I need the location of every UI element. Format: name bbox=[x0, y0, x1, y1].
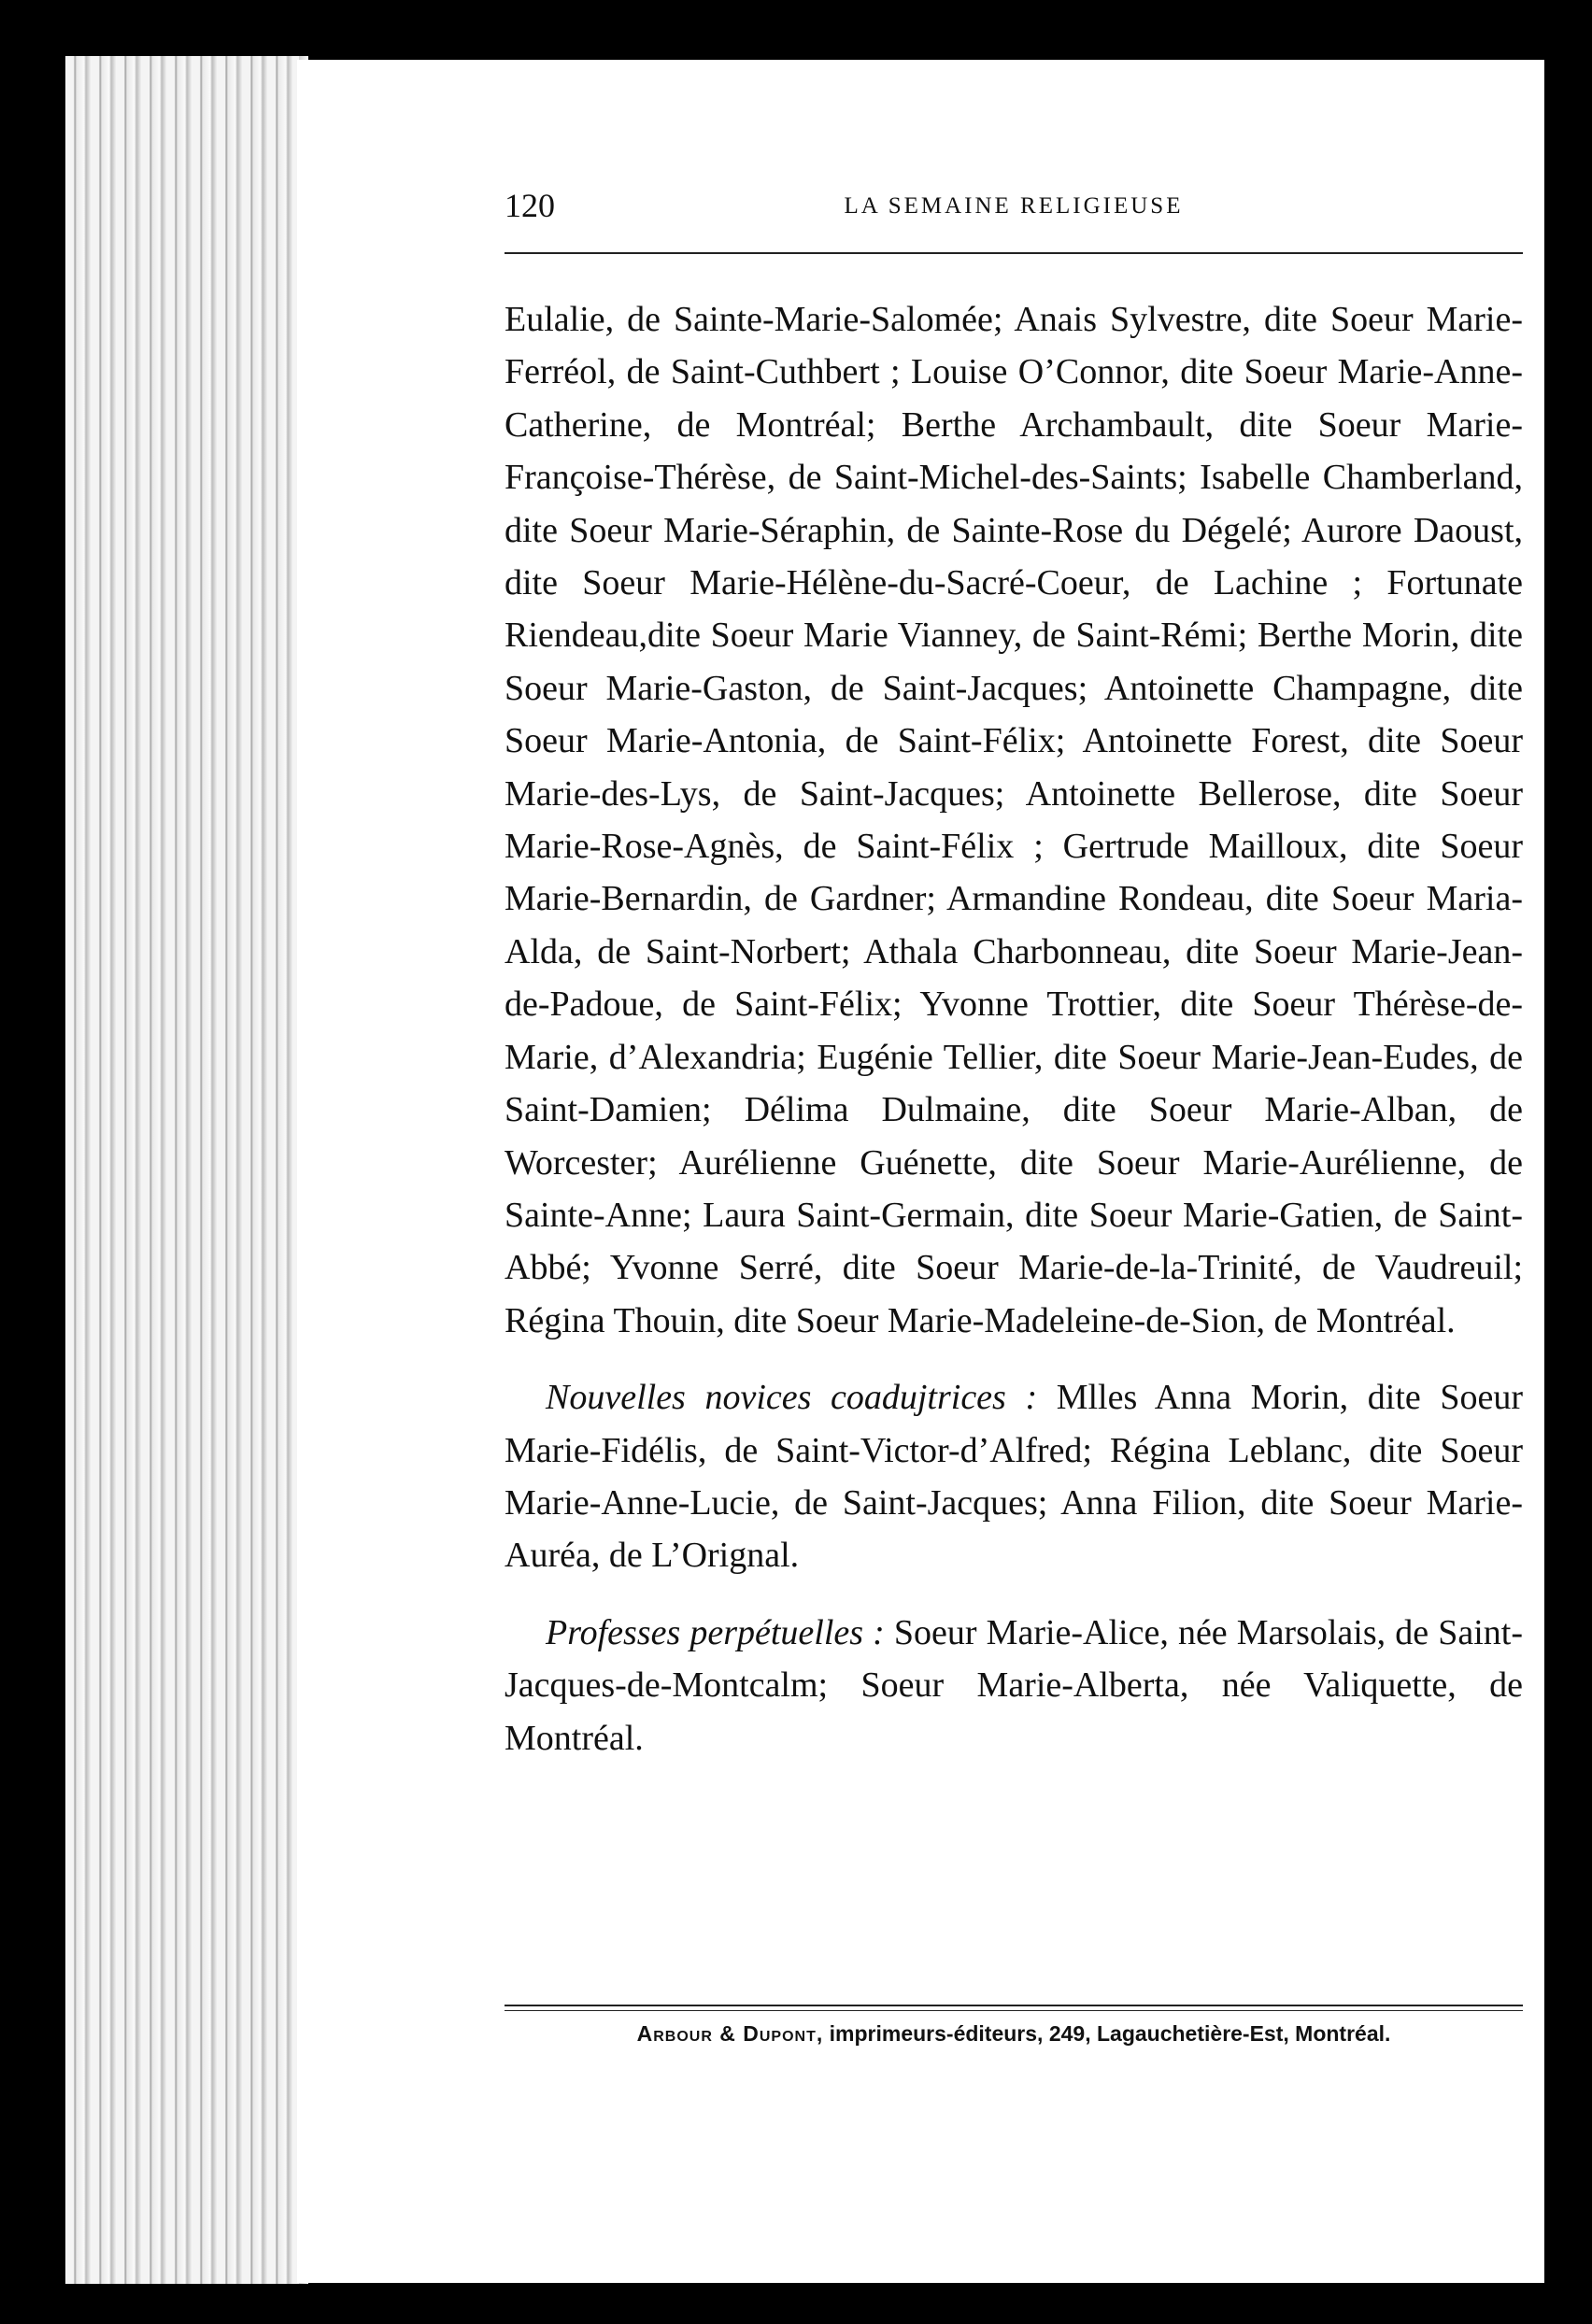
printer-imprint bbox=[505, 2021, 1523, 2047]
book-page bbox=[297, 60, 1544, 2283]
running-head-title: LA SEMAINE RELIGIEUSE bbox=[844, 193, 1184, 219]
header-rule bbox=[505, 252, 1523, 254]
book-page-edges bbox=[65, 56, 308, 2284]
body-text bbox=[505, 293, 1523, 1789]
publisher-details: imprimeurs-éditeurs, 249, Lagauchetière-Est, Montréal. bbox=[823, 2021, 1391, 2046]
paragraph-body-coadjutrices: Mlles Anna Morin, dite Soeur Marie-Fidélis, de Saint-Victor-d’Alfred; Régina Leblanc, dite Soeur Marie-Anne-Lucie, de Saint-Jacques; Anna Filion, dite Soeur Marie-Auréa, de L’Orignal. bbox=[505, 1378, 1523, 1576]
publisher-names: Arbour & Dupont, bbox=[636, 2021, 824, 2046]
paragraph-lead-professes: Professes perpétuelles : bbox=[546, 1612, 885, 1652]
paragraph-lead-coadjutrices: Nouvelles novices coadujtrices : bbox=[546, 1378, 1038, 1418]
running-head bbox=[505, 186, 1523, 242]
footer-rule-thick bbox=[505, 2005, 1523, 2006]
paragraph-novices-list: Eulalie, de Sainte-Marie-Salomée; Anais Sylvestre, dite Soeur Marie-Ferréol, de Saint-Cuthbert ; Louise O’Connor, dite Soeur Marie-Anne-Catherine, de Montréal; Berthe Archambault, dite Soeur Marie-Françoise-Thérèse, de Saint-Michel-des-Saints; Isabelle Chamberland, dite Soeur Marie-Séraphin, de Sainte-Rose du Dégelé; Aurore Daoust, dite Soeur Marie-Hélène-du-Sacré-Coeur, de Lachine ; Fortunate Riendeau,dite Soeur Marie Vianney, de Saint-Rémi; Berthe Morin, dite Soeur Marie-Gaston, de Saint-Jacques; Antoinette Champagne, dite Soeur Marie-Antonia, de Saint-Félix; Antoinette Forest, dite Soeur Marie-des-Lys, de Saint-Jacques; Antoinette Bellerose, dite Soeur Marie-Rose-Agnès, de Saint-Félix ; Gertrude Mailloux, dite Soeur Marie-Bernardin, de Gardner; Armandine Rondeau, dite Soeur Maria-Alda, de Saint-Norbert; Athala Charbonneau, dite Soeur Marie-Jean-de-Padoue, de Saint-Félix; Yvonne Trottier, dite Soeur Thérèse-de-Marie, d’Alexandria; Eugénie Tellier, dite Soeur Marie-Jean-Eudes, de Saint-Damien; Délima Dulmaine, dite Soeur Marie-Alban, de Worcester; Aurélienne Guénette, dite Soeur Marie-Aurélienne, de Sainte-Anne; Laura Saint-Germain, dite Soeur Marie-Gatien, de Saint-Abbé; Yvonne Serré, dite Soeur Marie-de-la-Trinité, de Vaudreuil; Régina Thouin, dite Soeur Marie-Madeleine-de-Sion, de Montréal. bbox=[505, 300, 1523, 1340]
paragraph-body-professes: Soeur Marie-Alice, née Marsolais, de Saint-Jacques-de-Montcalm; Soeur Marie-Alberta, née Valiquette, de Montréal. bbox=[505, 1612, 1523, 1758]
paragraph-coadjutrices bbox=[505, 1371, 1523, 1582]
paragraph-professes bbox=[505, 1607, 1523, 1764]
footer-rule-thin bbox=[505, 2010, 1523, 2011]
page-number: 120 bbox=[505, 187, 555, 224]
